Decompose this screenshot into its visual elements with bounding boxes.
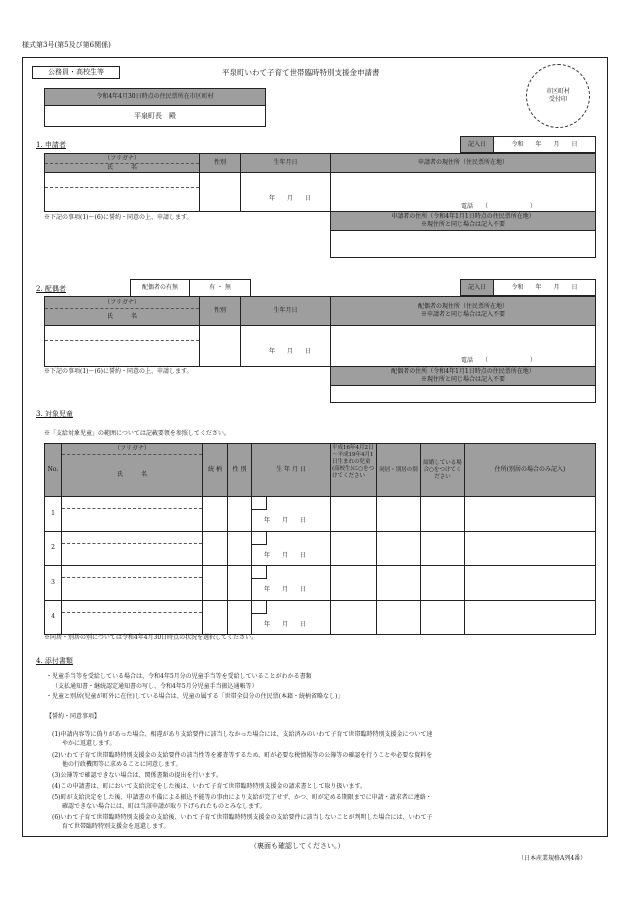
s1-birth-field[interactable] [240, 172, 331, 212]
s1-ymd: 年 月 日 [269, 195, 312, 202]
pledge-2b: 他の行政機関等に求めることに同意します。 [62, 761, 182, 768]
pledge-6a: (6)いわて子育て世帯臨時特別支援金の支給後、いわて子育て世帯臨時特別支援金の支給要件に該当しないことが判明した場合には、いわて子 [52, 814, 433, 821]
s3-row-1-no: 1 [44, 496, 62, 532]
s3-row-1-living[interactable] [376, 496, 421, 532]
pledge-1b: やかに返還します。 [62, 740, 116, 747]
municipality-value: 平泉町長 殿 [44, 105, 266, 127]
s1-name-field[interactable] [44, 172, 200, 212]
s3-row-1-address[interactable] [464, 496, 596, 532]
s3-note: ※「支給対象児童」の範囲については記載要領を参照してください。 [44, 430, 230, 437]
pledge-5b: 確認できない場合には、町は当該申請が取り下げられたものとみなします。 [62, 803, 266, 810]
s3-row-4-birth[interactable] [251, 600, 331, 636]
pledge-4: (4)この申請書は、町において支給決定をした後は、いわて子育て世帯臨時特別支援金の請求書として取り扱います。 [52, 783, 367, 790]
s2-jan-address-header [330, 366, 596, 386]
s1-address-field[interactable] [330, 172, 596, 212]
s1-gender-header: 性別 [199, 153, 241, 173]
s3-col-birth: 生 年 月 日 [251, 443, 331, 497]
s3-row-ymd: 年 月 日 [264, 517, 307, 524]
section2-entry-date-label: 記入日 [460, 279, 494, 296]
s3-col-gender: 性 別 [227, 443, 252, 497]
s3-row-4-relation[interactable] [202, 600, 228, 636]
s1-gender-field[interactable] [199, 172, 241, 212]
s3-footnote: ※同居・別居の別については令和4年4月30日時点の状況を選択してください。 [44, 634, 258, 641]
s2-address-label: 配偶者の現住所（住民票所在地） [417, 303, 508, 310]
s3-row-1-birth[interactable] [251, 496, 331, 532]
s3-row-4-address[interactable] [464, 600, 596, 636]
reception-stamp [526, 64, 590, 128]
s3-furigana-label: （フリガナ） [62, 444, 202, 455]
s3-row-2-relation[interactable] [202, 531, 228, 567]
s3-row-4-living[interactable] [376, 600, 421, 636]
s3-row-4-name[interactable] [61, 600, 203, 636]
s3-col-living: 同居・別居の別 [376, 443, 421, 497]
s3-col-address: 住所(別居の場合のみ記入) [464, 443, 596, 497]
s3-row-2-no: 2 [44, 531, 62, 567]
s3-row-ymd: 年 月 日 [264, 551, 307, 559]
s2-ymd: 年 月 日 [269, 348, 312, 355]
paper-size: （日本産業規格A列4番） [518, 855, 587, 862]
s3-row-ymd: 年 月 日 [264, 586, 307, 593]
s1-name-label: 氏 名 [106, 164, 137, 171]
s2-furigana-label: （フリガナ） [45, 297, 199, 309]
s4-item-3: ・児童と別居(児童が町外に在住)している場合は、児童の属する「世帯全員分の住民票(本籍・続柄省略なし)」 [46, 693, 344, 700]
category-box: 公務員・高校生等 [32, 66, 120, 79]
s3-name-label: 氏 名 [116, 471, 147, 478]
s2-birth-field[interactable] [240, 325, 331, 367]
s3-row-3-living[interactable] [376, 565, 421, 601]
s4-item-2: （支払通知書・継続認定通知書の写し、令和4年5月分児童手当振込通帳等） [52, 683, 258, 690]
pledge-1a: (1)申請内容等に偽りがあった場合、相違があり支給要件に該当しなかった場合には、支給済みのいわて子育て世帯臨時特別支援金について速 [52, 731, 433, 738]
s1-jan-address-field[interactable] [330, 230, 596, 258]
s2-jan-address-field[interactable] [330, 385, 596, 403]
pledge-6b: 育て世帯臨時特別支援金を返還します。 [62, 823, 170, 830]
s1-name-header [44, 153, 200, 173]
s3-col-highschool: 平成16年4月2日～平成19年4月1日生まれの児童(高校生)に○をつけてください [330, 443, 377, 497]
s2-jan-address-label: 配偶者の住所（令和4年1月1日時点の住民票所在地） [391, 368, 535, 375]
s3-era-box[interactable] [252, 566, 267, 579]
s3-row-3-gender[interactable] [227, 565, 252, 601]
s3-row-2-birth[interactable] [251, 531, 331, 567]
s3-row-3-relation[interactable] [202, 565, 228, 601]
s2-phone: 電話 （ ） [461, 357, 537, 364]
s2-name-field[interactable] [44, 325, 200, 367]
s2-birth-header: 生年月日 [240, 296, 331, 326]
section1-title: 1. 申請者 [36, 141, 66, 149]
pledge-5a: (5)町が支給決定をした後、申請書の不備による振込不能等の事由により支給が完了せず、かつ、町が定める期限までに申請・請求者に連絡・ [52, 794, 432, 801]
s2-presence-field[interactable]: 有 ・ 無 [189, 279, 251, 297]
s3-col-relation: 続 柄 [202, 443, 228, 497]
s3-row-1-name[interactable] [61, 496, 203, 532]
s3-col-married: 結婚している場合○をつけてください [420, 443, 465, 497]
stamp-line2: 受付印 [548, 96, 567, 103]
s2-name-header [44, 296, 200, 326]
s3-row-2-married[interactable] [420, 531, 465, 567]
s3-row-2-address[interactable] [464, 531, 596, 567]
s3-era-box[interactable] [252, 601, 267, 614]
s3-era-box[interactable] [252, 497, 267, 510]
s1-furigana-label: （フリガナ） [45, 154, 199, 164]
section2-entry-date-field[interactable]: 令和 年 月 日 [493, 279, 596, 296]
s1-jan-address-label: 申請者の住所（令和4年1月1日時点の住民票所在地） [391, 213, 535, 220]
s3-row-1-relation[interactable] [202, 496, 228, 532]
form-number: 様式第3号(第5及び第6関係) [22, 41, 111, 49]
s3-col-name [61, 443, 203, 497]
s2-gender-header: 性別 [199, 296, 241, 326]
s3-row-3-married[interactable] [420, 565, 465, 601]
s3-row-2-gender[interactable] [227, 531, 252, 567]
s2-pledge-note: ※下記の事項(1)～(6)に誓約・同意の上、申請します。 [44, 368, 193, 375]
section2-title: 2. 配偶者 [36, 285, 66, 293]
s1-phone: 電話 （ ） [461, 203, 537, 210]
s3-row-2-highschool[interactable] [330, 531, 377, 567]
s3-row-1-highschool[interactable] [330, 496, 377, 532]
s2-name-label: 氏 名 [106, 313, 137, 320]
s3-row-2-name[interactable] [61, 531, 203, 567]
s4-pledge-title: 【誓約・同意事項】 [46, 713, 101, 720]
pledge-2a: (2)いわて子育て世帯臨時特別支援金の支給要件の該当性等を審査等するため、町が必要な税情報等の公簿等の確認を行うことや必要な資料を [52, 752, 433, 759]
s3-row-3-name[interactable] [61, 565, 203, 601]
s2-gender-field[interactable] [199, 325, 241, 367]
s3-era-box[interactable] [252, 532, 267, 545]
pledge-3: (3)公簿等で確認できない場合は、関係書類の提出を行います。 [52, 772, 223, 779]
s1-pledge-note: ※下記の事項(1)～(6)に誓約・同意の上、申請します。 [44, 214, 193, 221]
s3-row-4-married[interactable] [420, 600, 465, 636]
s1-jan-address-header [330, 211, 596, 231]
s1-same-note: ※現住所と同じ場合は記入不要 [420, 221, 505, 228]
s4-item-1: ・児童手当等を受給している場合は、令和4年5月分の児童手当等を受給していることがわかる書類 [46, 673, 312, 680]
s2-presence-label: 配偶者の有無 [130, 279, 190, 297]
s3-row-3-highschool[interactable] [330, 565, 377, 601]
s1-birth-header: 生年月日 [240, 153, 331, 173]
s3-row-1-gender[interactable] [227, 496, 252, 532]
s3-row-3-birth[interactable] [251, 565, 331, 601]
s3-row-1-married[interactable] [420, 496, 465, 532]
s3-row-2-living[interactable] [376, 531, 421, 567]
s3-col-no: No. [44, 443, 62, 497]
s1-address-header: 申請者の現住所（住民票所在地） [330, 153, 596, 173]
municipality-header: 令和4年4月30日時点の住民票所在市区町村 [44, 88, 266, 106]
s3-row-4-no: 4 [44, 600, 62, 636]
back-note: （裏面も確認してください。） [250, 842, 345, 850]
s2-address-header [330, 296, 596, 326]
s3-row-4-highschool[interactable] [330, 600, 377, 636]
section1-entry-date-label: 記入日 [460, 136, 494, 153]
stamp-line1: 市区町村 [545, 88, 570, 95]
page-title: 平泉町いわて子育て世帯臨時特別支援金申請書 [222, 68, 380, 77]
s2-same-note: ※現住所と同じ場合は記入不要 [420, 376, 505, 383]
section1-entry-date-field[interactable]: 令和 年 月 日 [493, 136, 596, 153]
s3-row-3-address[interactable] [464, 565, 596, 601]
s2-address-field[interactable] [330, 325, 596, 367]
s3-row-3-no: 3 [44, 565, 62, 601]
s2-address-note: ※申請者と同じ場合は記入不要 [420, 311, 505, 318]
s3-row-4-gender[interactable] [227, 600, 252, 636]
section4-title: 4. 添付書類 [36, 657, 73, 665]
section3-title: 3. 対象児童 [36, 410, 73, 418]
s3-row-ymd: 年 月 日 [264, 620, 307, 628]
